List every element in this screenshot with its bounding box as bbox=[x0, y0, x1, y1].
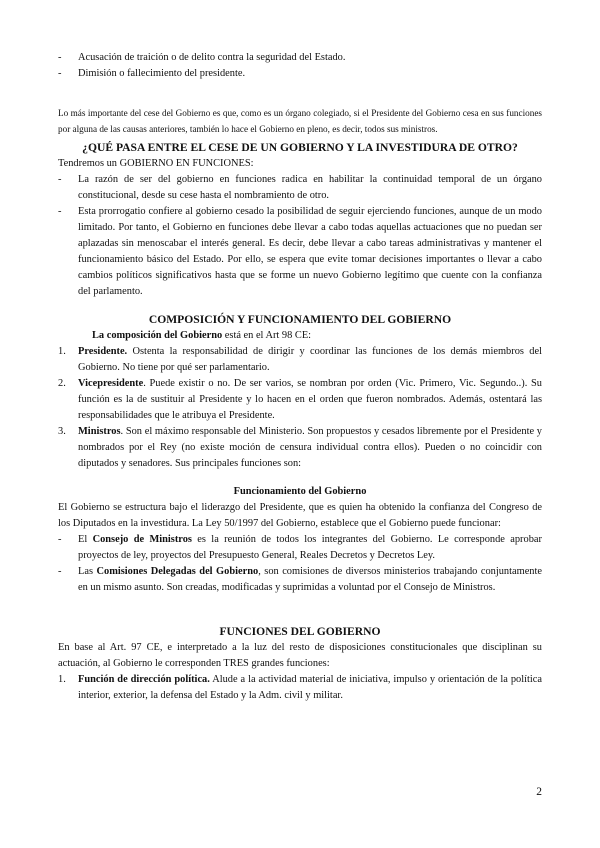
composition-term: La composición del Gobierno bbox=[92, 330, 223, 341]
numbered-item bbox=[58, 672, 542, 704]
numbered-item bbox=[58, 344, 542, 376]
funcionamiento-paragraph: El Gobierno se estructura bajo el liderazgo del Presidente, que es quien ha obtenido la confianza del Congreso de los Diputados en la investidura. La Ley 50/1997 del Gobierno, establece que el Gobierno puede funcionar: bbox=[58, 502, 542, 529]
bullet-marker: - bbox=[58, 174, 62, 185]
list-item bbox=[58, 532, 542, 564]
list-item bbox=[58, 172, 542, 204]
item-term: Comisiones Delegadas del Gobierno bbox=[96, 566, 259, 577]
composition-rest: está en el Art 98 CE: bbox=[222, 330, 312, 341]
item-prefix: El bbox=[78, 534, 93, 545]
list-item-text: La razón de ser del gobierno en funciones radica en habilitar la continuidad temporal de un órgano constitucional, desde su cese hasta el nombramiento de otro. bbox=[78, 174, 542, 201]
section-heading-composicion: COMPOSICIÓN Y FUNCIONAMIENTO DEL GOBIERNO bbox=[148, 313, 452, 326]
section-heading-gobierno-funciones: ¿QUÉ PASA ENTRE EL CESE DE UN GOBIERNO Y LA INVESTIDURA DE OTRO? bbox=[82, 141, 518, 154]
list-item bbox=[58, 204, 542, 300]
section-lead: Tendremos un GOBIERNO EN FUNCIONES: bbox=[58, 158, 254, 169]
bullet-marker: - bbox=[58, 206, 62, 217]
item-number: 1. bbox=[58, 674, 66, 685]
item-prefix: Las bbox=[78, 566, 97, 577]
section-heading-funciones: FUNCIONES DEL GOBIERNO bbox=[219, 625, 381, 638]
item-text: es la reunión de todos los integrantes del Gobierno. Le corresponde aprobar proyectos de ley, proyectos del Presupuesto General, Reales Decretos y Decretos Ley. bbox=[78, 534, 542, 561]
item-term: Ministros bbox=[78, 426, 121, 437]
list-item-text: Acusación de traición o de delito contra la seguridad del Estado. bbox=[78, 52, 346, 63]
item-text: Ostenta la responsabilidad de dirigir y coordinar las funciones de los demás miembros del Gobierno. No tiene por qué ser parlamentario. bbox=[78, 346, 542, 373]
list-item-text: Dimisión o fallecimiento del presidente. bbox=[78, 68, 246, 79]
bullet-marker: - bbox=[58, 68, 62, 79]
item-text: , son comisiones de diversos ministerios trabajando conjuntamente en un mismo asunto. Son creadas, modificadas y suprimidas a voluntad por el Consejo de Ministros. bbox=[78, 566, 543, 593]
bullet-marker: - bbox=[58, 52, 62, 63]
item-term: Presidente. bbox=[78, 346, 128, 357]
item-term: Consejo de Ministros bbox=[92, 534, 192, 545]
item-text: Alude a la actividad material de iniciativa, impulso y orientación de la política interior, exterior, la defensa del Estado y la Adm. civil y militar. bbox=[78, 674, 542, 701]
numbered-item bbox=[58, 424, 542, 472]
item-term: Función de dirección política. bbox=[78, 674, 210, 685]
list-item bbox=[58, 564, 542, 596]
item-number: 2. bbox=[58, 378, 66, 389]
bullet-marker: - bbox=[58, 534, 62, 545]
item-term: Vicepresidente bbox=[78, 378, 144, 389]
funciones-paragraph: En base al Art. 97 CE, e interpretado a la luz del resto de disposiciones constitucionales que disciplinan su actuación, al Gobierno le corresponden TRES grandes funciones: bbox=[58, 642, 542, 669]
cese-paragraph: Lo más importante del cese del Gobierno es que, como es un órgano colegiado, si el Presidente del Gobierno cesa en sus funciones por alguna de las causas anteriores, también lo hace el Gobierno en pleno, es decir, todos sus ministros. bbox=[58, 108, 542, 134]
item-text: . Son el máximo responsable del Ministerio. Son propuestos y cesados libremente por el Presidente y nombrados por el Rey (no existe moción de censura individual contra ellos). Pueden o no coincidir con diputados y senadores. Sus principales funciones son: bbox=[78, 426, 542, 469]
list-item bbox=[58, 50, 542, 66]
composition-intro bbox=[58, 328, 542, 344]
page-number: 2 bbox=[536, 786, 542, 798]
item-number: 3. bbox=[58, 426, 66, 437]
item-number: 1. bbox=[58, 346, 66, 357]
numbered-item bbox=[58, 376, 542, 424]
bullet-marker: - bbox=[58, 566, 62, 577]
list-item-text: Esta prorrogatio confiere al gobierno cesado la posibilidad de seguir ejerciendo funciones, aunque de un modo limitado. Por tanto, el Gobierno en funciones debe llevar a cabo todas aquellas actuaciones que no puedan ser aplazadas sin menoscabar el interés general. Es decir, debe llevar a cabo tareas administrativas y mantener el funcionamiento básico del Estado. Por ello, se espera que evite tomar decisiones importantes o llevar a cabo cambios políticos significativos hasta que se forme un nuevo Gobierno legítimo que cuente con la confianza del parlamento. bbox=[78, 206, 542, 297]
item-text: . Puede existir o no. De ser varios, se nombran por orden (Vic. Primero, Vic. Segundo..). Su función es la de sustituir al Presidente y lo hacen en el orden que fueron nombrados. Además, ostentará las responsabilidades que le atribuya el Presidente. bbox=[78, 378, 542, 421]
subheading-funcionamiento: Funcionamiento del Gobierno bbox=[233, 486, 367, 497]
list-item bbox=[58, 66, 542, 82]
